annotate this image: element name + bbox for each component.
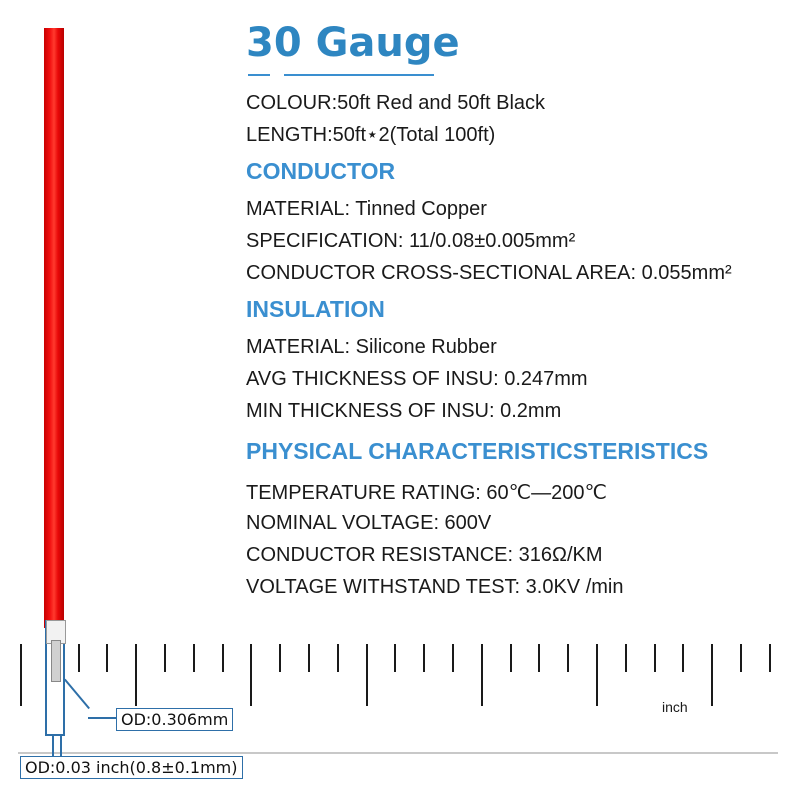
od-inch-leader-left: [52, 736, 54, 756]
spec-length: LENGTH:50ft⋆2(Total 100ft): [246, 124, 496, 146]
ruler-tick: [279, 644, 281, 672]
physical-temperature: TEMPERATURE RATING: 60℃—200℃: [246, 482, 607, 504]
ruler-tick: [78, 644, 80, 672]
insulation-material: MATERIAL: Silicone Rubber: [246, 336, 497, 358]
conductor-material: MATERIAL: Tinned Copper: [246, 198, 487, 220]
page-title: 30 Gauge: [246, 20, 460, 66]
ruler-tick: [394, 644, 396, 672]
ruler-unit-label: inch: [662, 699, 688, 715]
od-mm-leader: [64, 679, 90, 709]
ruler-tick: [308, 644, 310, 672]
conductor-specification: SPECIFICATION: 11/0.08±0.005mm²: [246, 230, 576, 252]
od-inch-leader-right: [60, 736, 62, 756]
ruler-tick: [711, 644, 713, 706]
ruler-tick: [250, 644, 252, 706]
title-underline-short: [248, 74, 270, 76]
ruler-tick: [106, 644, 108, 672]
ruler-tick: [596, 644, 598, 706]
ruler-tick: [423, 644, 425, 672]
red-wire: [44, 28, 64, 628]
ruler-tick: [20, 644, 22, 706]
ruler-tick: [654, 644, 656, 672]
insulation-avg-thickness: AVG THICKNESS OF INSU: 0.247mm: [246, 368, 588, 390]
physical-withstand: VOLTAGE WITHSTAND TEST: 3.0KV /min: [246, 576, 624, 598]
ruler-baseline: [18, 752, 778, 754]
ruler-tick: [193, 644, 195, 672]
ruler-tick: [366, 644, 368, 706]
od-inch-callout: OD:0.03 inch(0.8±0.1mm): [20, 756, 243, 779]
od-mm-leader-horizontal: [88, 717, 116, 719]
ruler-tick: [740, 644, 742, 672]
spec-colour: COLOUR:50ft Red and 50ft Black: [246, 92, 546, 114]
physical-voltage: NOMINAL VOLTAGE: 600V: [246, 512, 492, 534]
ruler-tick: [481, 644, 483, 706]
ruler-tick: [567, 644, 569, 672]
ruler-tick: [538, 644, 540, 672]
wire-conductor-core: [51, 640, 61, 682]
ruler-tick: [682, 644, 684, 672]
ruler-tick: [452, 644, 454, 672]
od-mm-callout: OD:0.306mm: [116, 708, 233, 731]
ruler-tick: [222, 644, 224, 672]
ruler-tick: [164, 644, 166, 672]
conductor-heading: CONDUCTOR: [246, 158, 396, 184]
ruler-tick: [337, 644, 339, 672]
conductor-area: CONDUCTOR CROSS-SECTIONAL AREA: 0.055mm²: [246, 262, 732, 284]
ruler-tick: [625, 644, 627, 672]
ruler-tick: [510, 644, 512, 672]
ruler-tick: [135, 644, 137, 706]
insulation-min-thickness: MIN THICKNESS OF INSU: 0.2mm: [246, 400, 562, 422]
physical-resistance: CONDUCTOR RESISTANCE: 316Ω/KM: [246, 544, 603, 566]
physical-heading: PHYSICAL CHARACTERISTICSTERISTICS: [246, 438, 709, 464]
insulation-heading: INSULATION: [246, 296, 385, 322]
title-underline-long: [284, 74, 434, 76]
ruler-tick: [769, 644, 771, 672]
